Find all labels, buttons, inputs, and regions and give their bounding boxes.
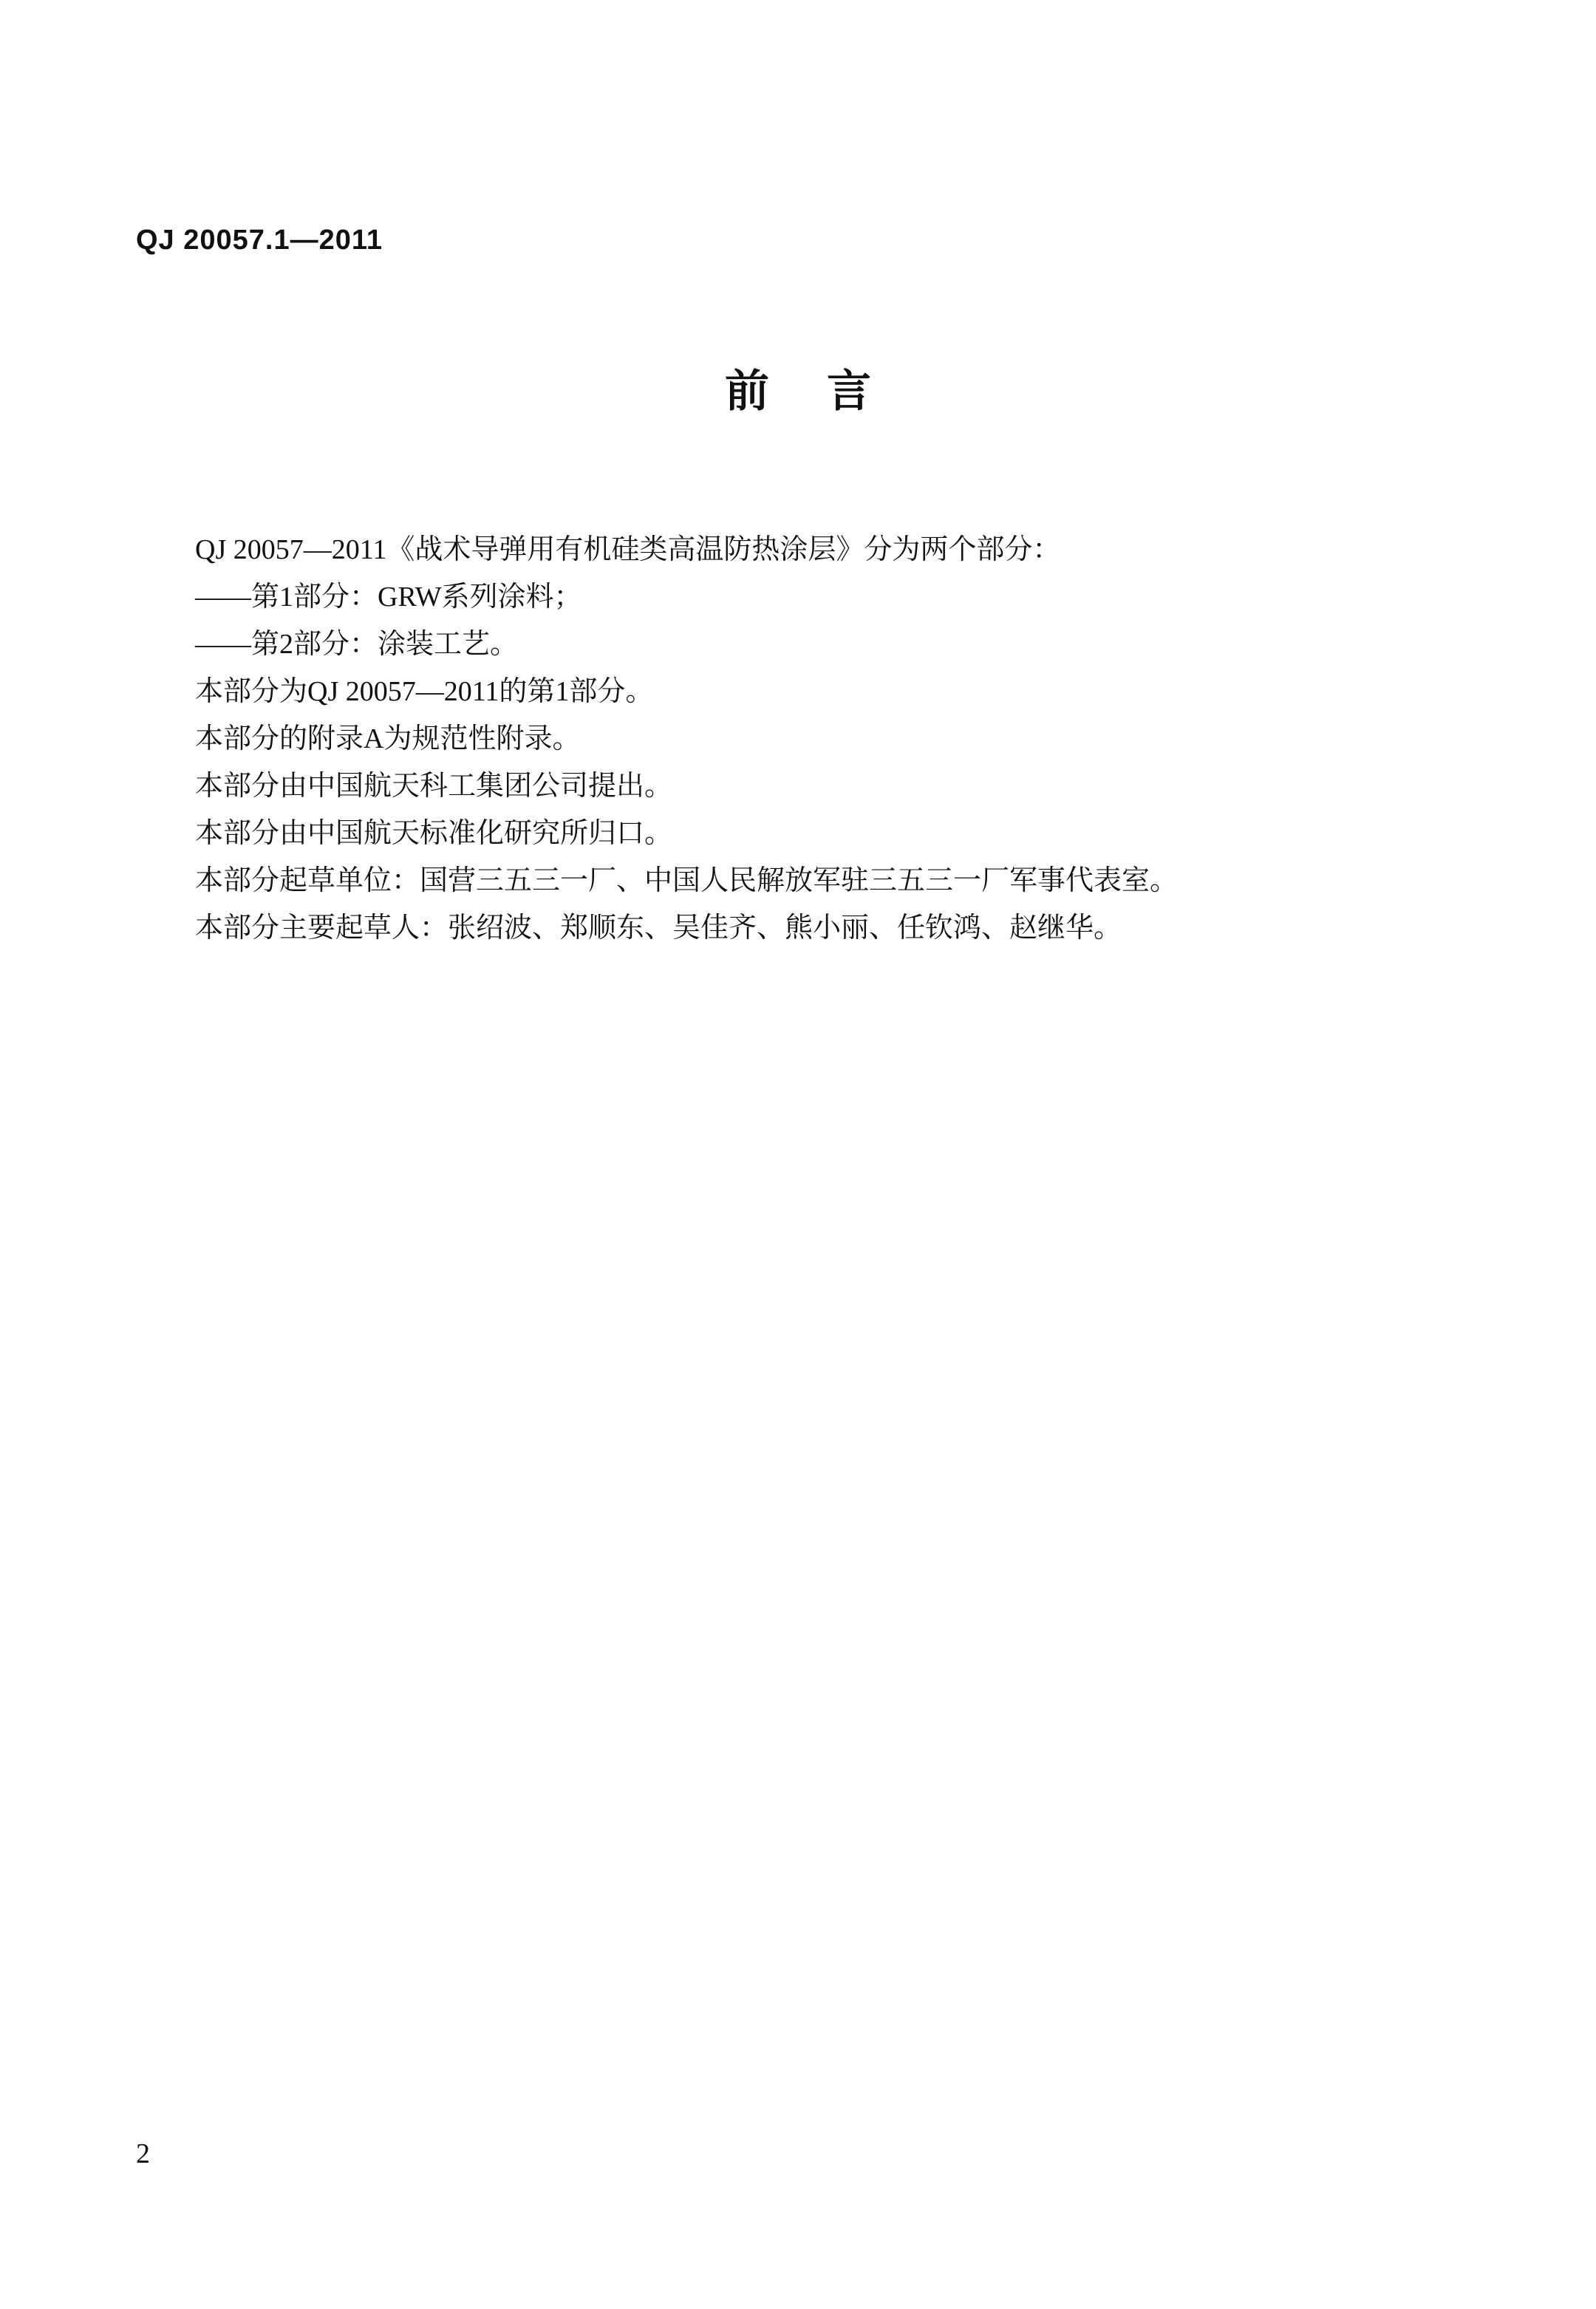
- page-number: 2: [136, 2138, 150, 2169]
- paragraph-part-2: ——第2部分：涂装工艺。: [195, 629, 519, 660]
- paragraph-parts-intro: QJ 20057—2011《战术导弹用有机硅类高温防热涂层》分为两个部分：: [195, 534, 1061, 565]
- paragraph-drafters: 本部分主要起草人：张绍波、郑顺东、吴佳齐、熊小丽、任钦鸿、赵继华。: [195, 913, 1122, 944]
- paragraph-centralized-by: 本部分由中国航天标准化研究所归口。: [195, 818, 673, 849]
- paragraph-drafting-units: 本部分起草单位：国营三五三一厂、中国人民解放军驻三五三一厂军事代表室。: [195, 865, 1179, 896]
- paragraph-proposed-by: 本部分由中国航天科工集团公司提出。: [195, 771, 673, 802]
- page-title: 前言: [725, 366, 929, 417]
- paragraph-appendix: 本部分的附录A为规范性附录。: [195, 723, 581, 754]
- paragraph-part-1: ——第1部分：GRW系列涂料；: [195, 581, 582, 613]
- paragraph-this-part: 本部分为QJ 20057—2011的第1部分。: [195, 676, 654, 707]
- standard-code: QJ 20057.1—2011: [136, 225, 383, 256]
- foreword-body: [195, 526, 1466, 952]
